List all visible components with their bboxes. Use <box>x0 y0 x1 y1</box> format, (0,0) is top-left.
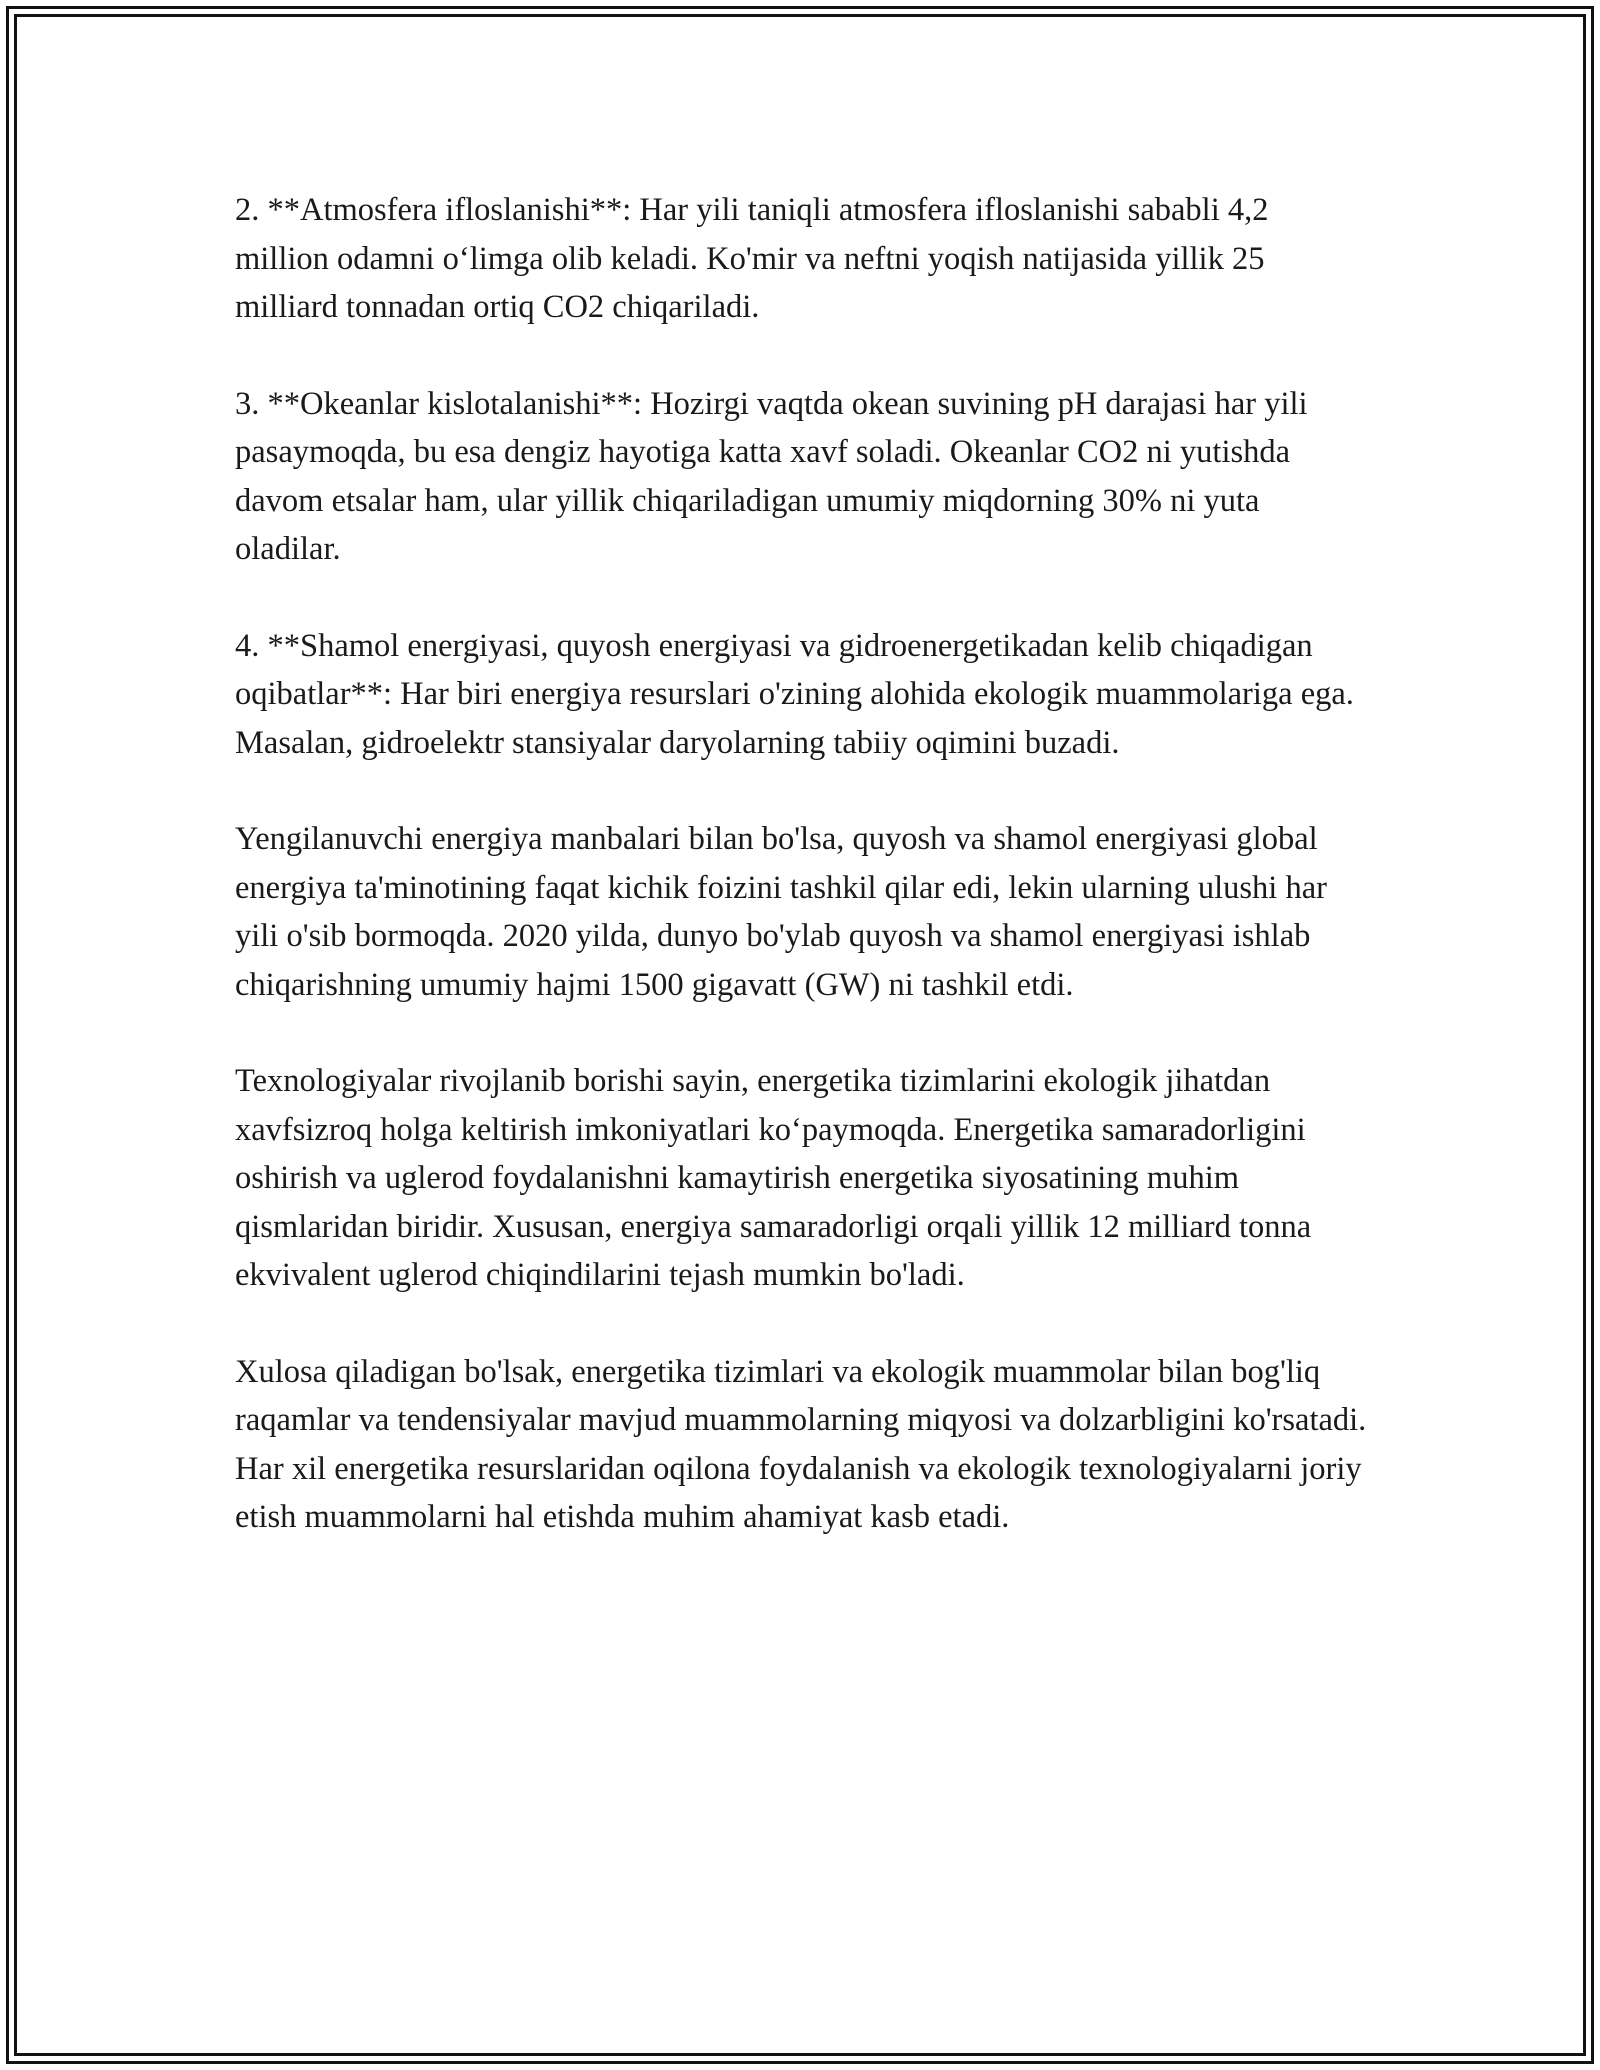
paragraph-technology-efficiency: Texnologiyalar rivojlanib borishi sayin, energetika tizimlarini ekologik jihatdan xavfsizroq holga keltirish imkoniyatlari ko‘paymoqda. Energetika samaradorligini oshirish va uglerod foydalanishni kamaytirish energetika siyosatining muhim qismlaridan biridir. Xususan, energiya samaradorligi orqali yillik 12 milliard tonna ekvivalent uglerod chiqindilarini tejash mumkin bo'ladi. <box>235 1063 1312 1293</box>
document-body <box>235 186 1370 1542</box>
paragraph-atmospheric-pollution: 2. **Atmosfera ifloslanishi**: Har yili taniqli atmosfera ifloslanishi sababli 4,2 million odamni o‘limga olib keladi. Ko'mir va neftni yoqish natijasida yillik 25 milliard tonnadan ortiq CO2 chiqariladi. <box>235 192 1269 325</box>
paragraph-conclusion: Xulosa qiladigan bo'lsak, energetika tizimlari va ekologik muammolar bilan bog'liq raqamlar va tendensiyalar mavjud muammolarning miqyosi va dolzarbligini ko'rsatadi. Har xil energetika resurslaridan oqilona foydalanish va ekologik texnologiyalarni joriy etish muammolarni hal etishda muhim ahamiyat kasb etadi. <box>235 1353 1367 1535</box>
paragraph-renewable-growth: Yengilanuvchi energiya manbalari bilan bo'lsa, quyosh va shamol energiyasi global energiya ta'minotining faqat kichik foizini tashkil qilar edi, lekin ularning ulushi har yili o'sib bormoqda. 2020 yilda, dunyo bo'ylab quyosh va shamol energiyasi ishlab chiqarishning umumiy hajmi 1500 gigavatt (GW) ni tashkil etdi. <box>235 821 1327 1003</box>
paragraph-ocean-acidification: 3. **Okeanlar kislotalanishi**: Hozirgi vaqtda okean suvining pH darajasi har yili pasaymoqda, bu esa dengiz hayotiga katta xavf soladi. Okeanlar CO2 ni yutishda davom etsalar ham, ular yillik chiqariladigan umumiy miqdorning 30% ni yuta oladilar. <box>235 385 1308 567</box>
paragraph-renewable-impacts: 4. **Shamol energiyasi, quyosh energiyasi va gidroenergetikadan kelib chiqadigan oqibatlar**: Har biri energiya resurslari o'zining alohida ekologik muammolariga ega. Masalan, gidroelektr stansiyalar daryolarning tabiiy oqimini buzadi. <box>235 627 1354 761</box>
